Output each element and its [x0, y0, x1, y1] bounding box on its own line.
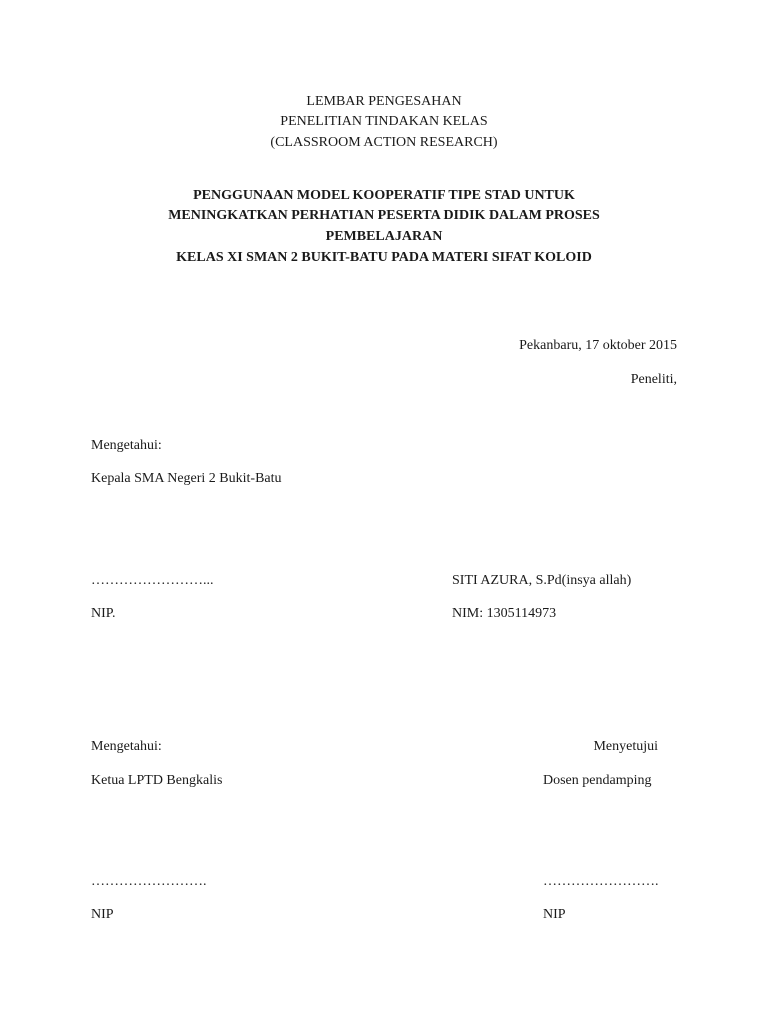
acknowledged-label-2: Mengetahui: [91, 739, 162, 754]
supervisor-nip: NIP [543, 907, 566, 922]
lptd-head-nip: NIP [91, 907, 114, 922]
lptd-head-title: Ketua LPTD Bengkalis [91, 773, 223, 788]
acknowledged-label: Mengetahui: [91, 438, 162, 453]
principal-signature-line: ……………………... [91, 573, 214, 588]
title-line-1: PENGGUNAAN MODEL KOOPERATIF TIPE STAD UNTUK [193, 188, 575, 203]
title-line-2: MENINGKATKAN PERHATIAN PESERTA DIDIK DALAM PROSES [168, 208, 600, 223]
header-line-lembar-pengesahan: LEMBAR PENGESAHAN [306, 94, 462, 109]
approved-label: Menyetujui [593, 739, 658, 754]
supervisor-signature-line: ……………………. [543, 874, 659, 889]
lptd-head-signature-line: ……………………. [91, 874, 207, 889]
title-line-3: PEMBELAJARAN [325, 229, 443, 244]
researcher-name: SITI AZURA, S.Pd(insya allah) [452, 573, 632, 588]
header-line-classroom-action: (CLASSROOM ACTION RESEARCH) [270, 135, 498, 150]
header-line-penelitian: PENELITIAN TINDAKAN KELAS [280, 114, 488, 129]
place-date: Pekanbaru, 17 oktober 2015 [519, 338, 677, 353]
title-line-4: KELAS XI SMAN 2 BUKIT-BATU PADA MATERI SIFAT KOLOID [176, 250, 592, 265]
principal-title: Kepala SMA Negeri 2 Bukit-Batu [91, 471, 282, 486]
researcher-nim: NIM: 1305114973 [452, 606, 557, 621]
principal-nip: NIP. [91, 606, 116, 621]
researcher-role: Peneliti, [630, 372, 677, 387]
supervisor-title: Dosen pendamping [543, 773, 652, 788]
